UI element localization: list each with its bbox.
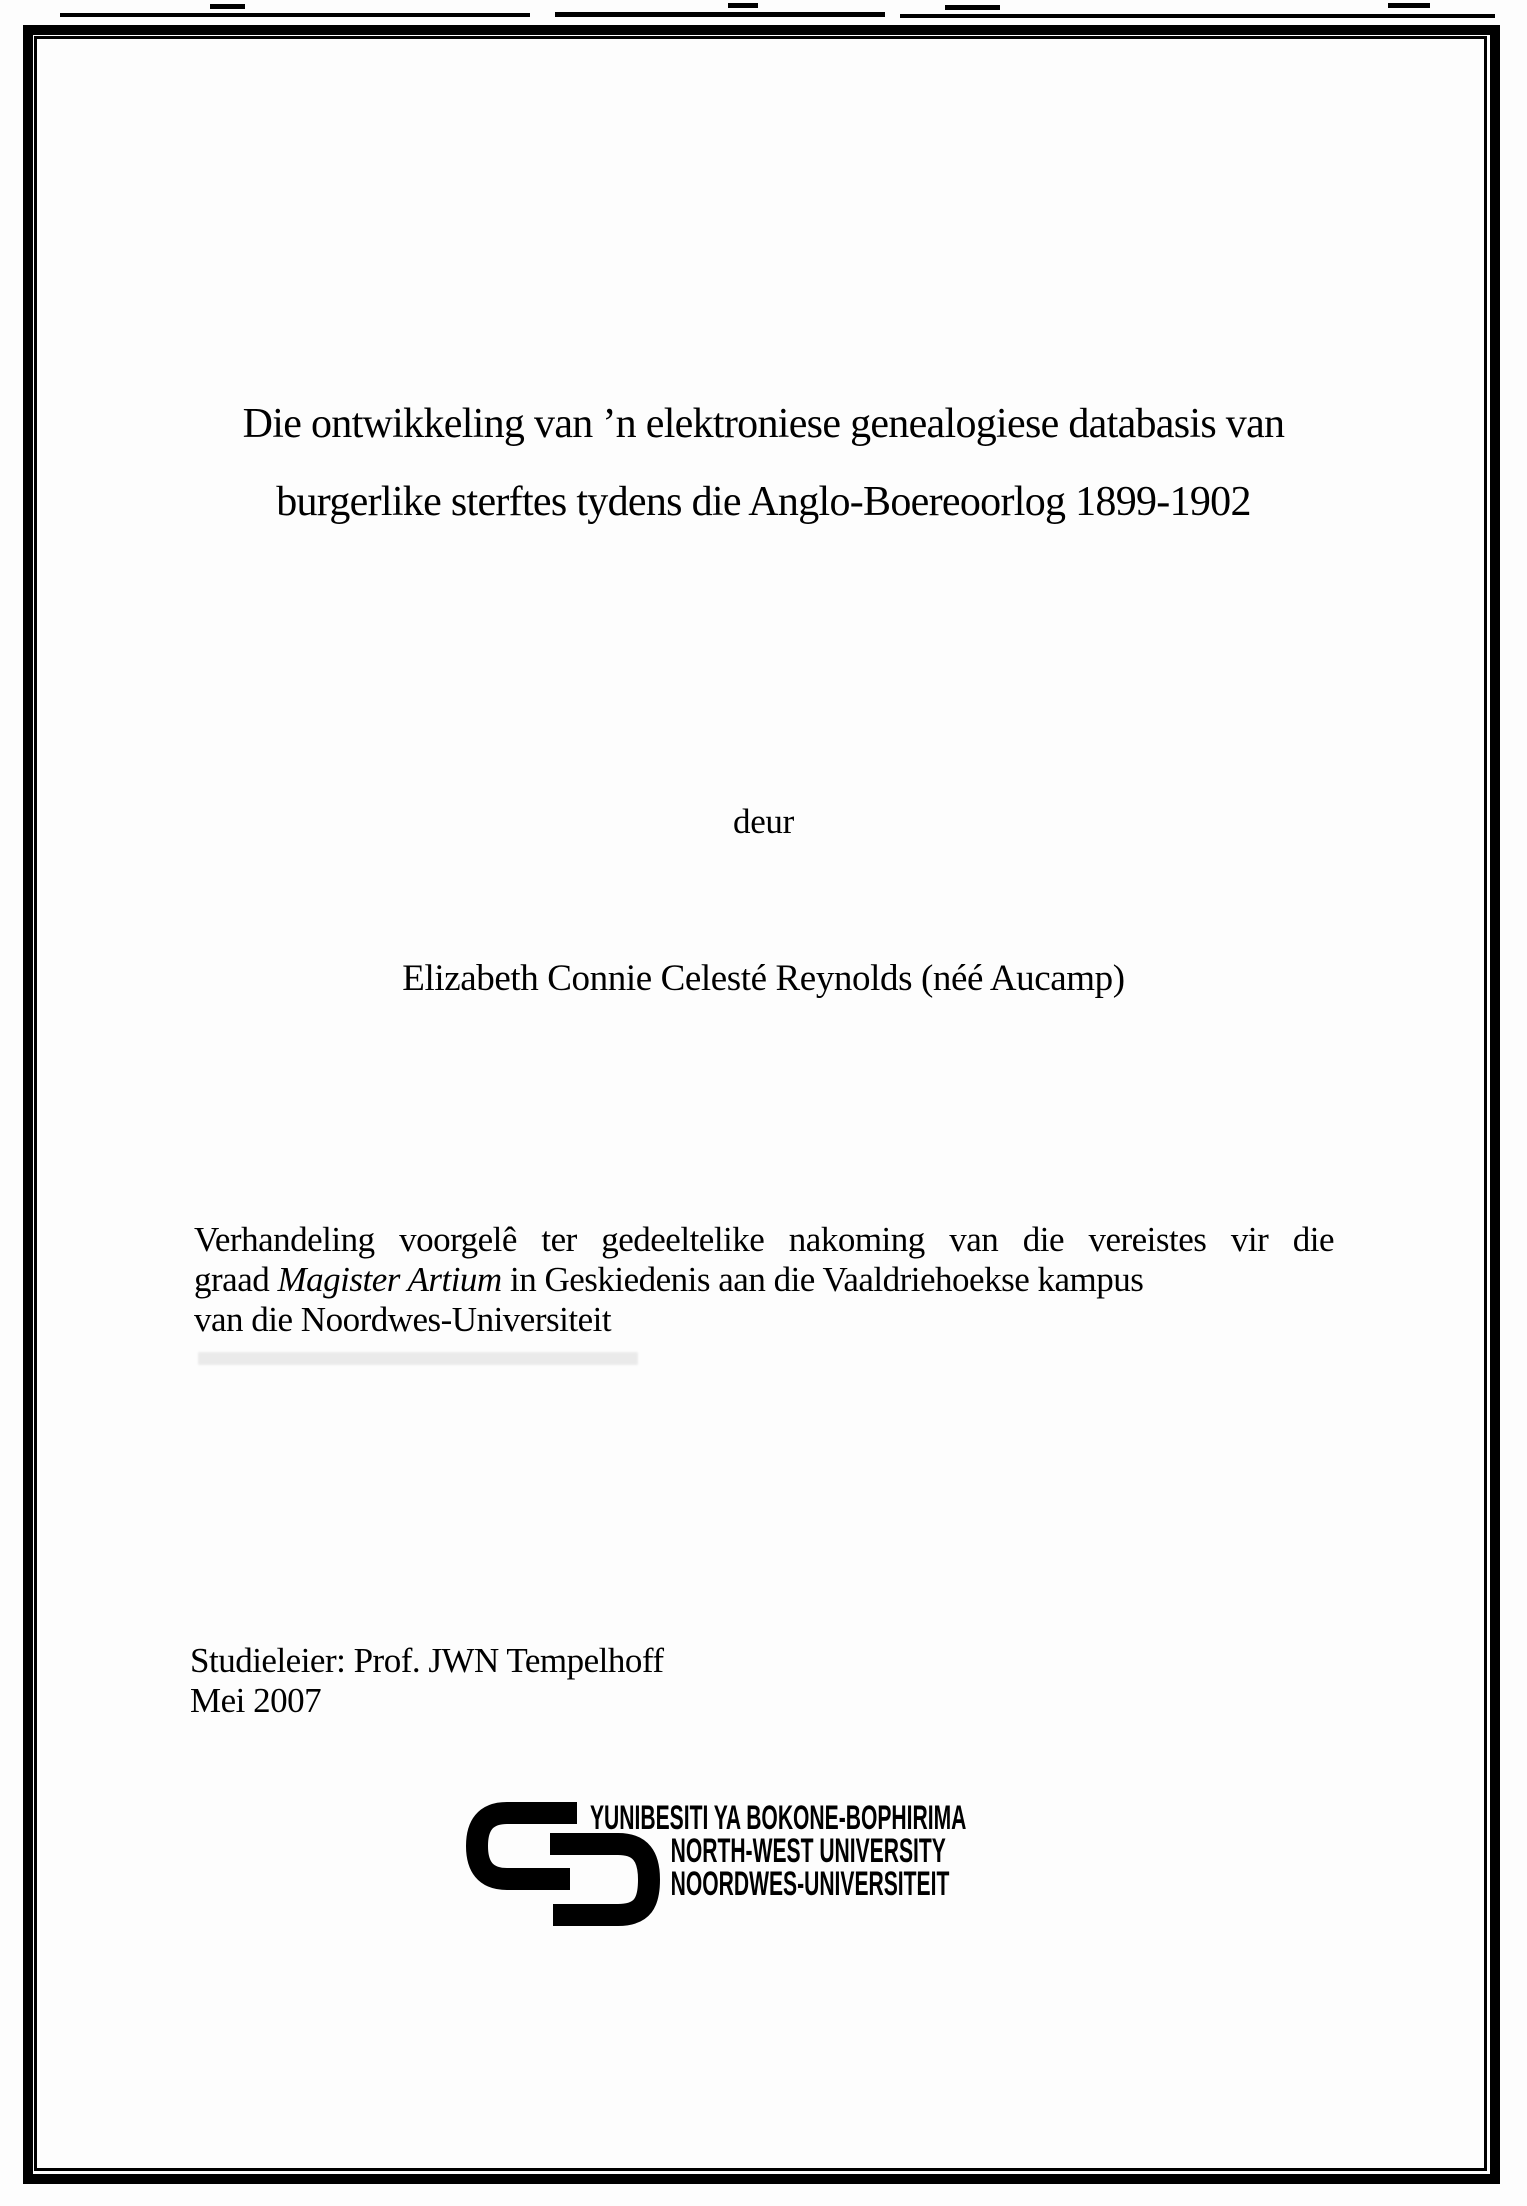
- declaration-line2: [194, 1260, 1334, 1300]
- scan-artifact: [60, 13, 530, 17]
- author-name: Elizabeth Connie Celesté Reynolds (néé Aucamp): [402, 958, 1125, 999]
- logo-line-setswana: YUNIBESITI YA BOKONE-BOPHIRIMA: [590, 1799, 967, 1837]
- declaration-line1: Verhandeling voorgelê ter gedeeltelike nakoming van die vereistes vir die: [194, 1220, 1334, 1259]
- logo-line-english: NORTH-WEST UNIVERSITY: [670, 1832, 946, 1870]
- scan-ghosting: [198, 1352, 638, 1365]
- scan-artifact: [900, 14, 1495, 18]
- scan-artifact: [728, 3, 758, 8]
- supervisor-block: [190, 1641, 664, 1721]
- thesis-title: [0, 385, 1527, 541]
- supervisor-line: Studieleier: Prof. JWN Tempelhoff: [190, 1641, 664, 1680]
- scan-artifact: [945, 5, 1000, 10]
- declaration-line2-prefix: graad: [194, 1260, 278, 1299]
- byline-label: deur: [733, 802, 794, 841]
- declaration-line3: van die Noordwes-Universiteit: [194, 1300, 612, 1339]
- degree-declaration: [194, 1220, 1334, 1340]
- degree-name: Magister Artium: [277, 1260, 502, 1299]
- thesis-title-line2: burgerlike sterftes tydens die Anglo-Boereoorlog 1899-1902: [276, 479, 1251, 525]
- date-line: Mei 2007: [190, 1681, 322, 1720]
- logo-line-afrikaans: NOORDWES-UNIVERSITEIT: [670, 1865, 950, 1903]
- scan-artifact: [555, 12, 885, 17]
- nwu-logo-wordmark: [590, 1799, 967, 1903]
- thesis-title-line1: Die ontwikkeling van ’n elektroniese genealogiese databasis van: [242, 401, 1285, 447]
- declaration-line2-suffix: in Geskiedenis aan die Vaaldriehoekse kampus: [501, 1260, 1144, 1299]
- scan-artifact: [1388, 3, 1430, 8]
- scan-artifact: [210, 4, 245, 9]
